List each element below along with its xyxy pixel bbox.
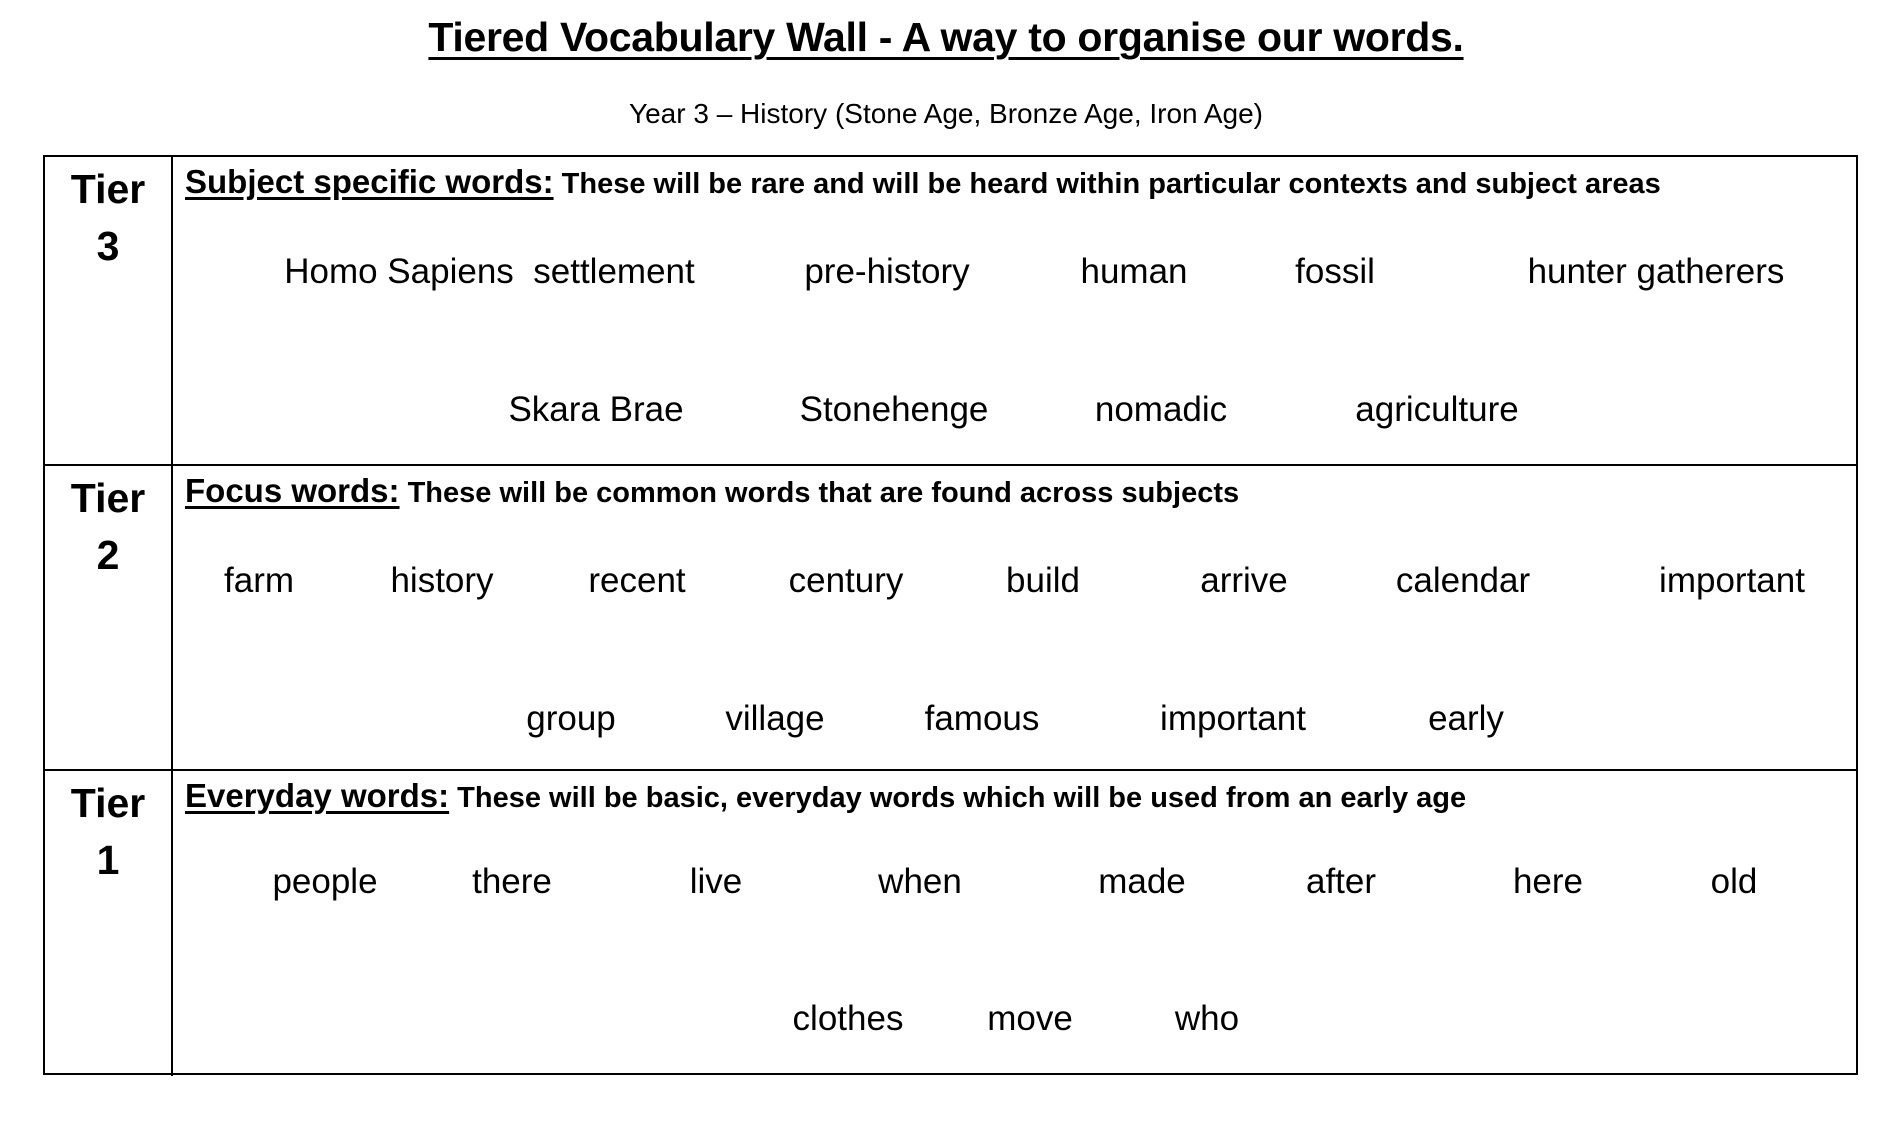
vocab-word: made	[1098, 862, 1186, 901]
tier-2-heading	[185, 472, 1239, 510]
vocab-word: century	[788, 561, 904, 600]
vocab-word: arrive	[1200, 561, 1288, 600]
vocab-word: important	[1659, 561, 1805, 600]
vocab-word: history	[390, 561, 494, 600]
vocab-word: live	[689, 862, 743, 901]
tier-3-heading	[185, 163, 1661, 201]
vocab-word: agriculture	[1355, 390, 1519, 429]
vocab-word: fossil	[1295, 252, 1375, 291]
tier-3-label	[45, 157, 173, 464]
vocab-word: famous	[924, 699, 1040, 738]
tier-heading-description: These will be common words that are found across subjects	[399, 477, 1240, 509]
vocab-word: who	[1174, 999, 1240, 1038]
document-title: Tiered Vocabulary Wall - A way to organise our words.	[428, 14, 1464, 60]
document-subtitle: Year 3 – History (Stone Age, Bronze Age, Iron Age)	[628, 98, 1264, 129]
tier-heading-description: These will be basic, everyday words which will be used from an early age	[449, 782, 1467, 814]
vocab-word: calendar	[1395, 561, 1531, 600]
vocabulary-wall-table	[43, 155, 1858, 1075]
tier-heading-key: Everyday words:	[185, 777, 450, 814]
vocab-word: Stonehenge	[799, 390, 989, 429]
tier-1-row	[45, 769, 1856, 1076]
vocab-word: after	[1305, 862, 1377, 901]
tier-2-label	[45, 466, 173, 771]
tier-2-row	[45, 464, 1856, 771]
vocab-word: Homo Sapiens	[284, 252, 514, 291]
vocab-word: farm	[224, 561, 294, 600]
tier-heading-description: These will be rare and will be heard within particular contexts and subject areas	[553, 168, 1661, 200]
vocab-word: early	[1428, 699, 1504, 738]
vocab-word: here	[1512, 862, 1584, 901]
vocab-word: Skara Brae	[508, 390, 684, 429]
vocab-word: settlement	[533, 252, 695, 291]
tier-label-number: 2	[96, 532, 120, 578]
tier-1-heading	[185, 777, 1466, 815]
tier-2-content	[173, 466, 1856, 771]
tier-1-label	[45, 771, 173, 1076]
vocab-word: when	[878, 862, 962, 901]
vocab-word: human	[1080, 252, 1188, 291]
tier-label-word: Tier	[70, 780, 146, 826]
vocab-word: build	[1006, 561, 1080, 600]
vocab-word: people	[272, 862, 378, 901]
tier-heading-key: Subject specific words:	[185, 163, 554, 200]
vocab-word: nomadic	[1094, 390, 1228, 429]
tier-1-content	[173, 771, 1856, 1076]
tier-label-word: Tier	[70, 166, 146, 212]
tier-heading-key: Focus words:	[185, 472, 400, 509]
tier-label-word: Tier	[70, 475, 146, 521]
vocab-word: old	[1710, 862, 1758, 901]
vocab-word: hunter gatherers	[1527, 252, 1785, 291]
vocab-word: village	[725, 699, 825, 738]
vocab-word: important	[1160, 699, 1306, 738]
vocab-word: recent	[588, 561, 686, 600]
vocab-word: pre-history	[804, 252, 970, 291]
tier-3-content	[173, 157, 1856, 464]
vocab-word: clothes	[792, 999, 904, 1038]
vocab-word: there	[472, 862, 552, 901]
tier-label-number: 3	[96, 223, 120, 269]
vocab-word: group	[526, 699, 616, 738]
vocab-word: move	[987, 999, 1073, 1038]
tier-label-number: 1	[96, 837, 120, 883]
tier-3-row	[45, 157, 1856, 464]
